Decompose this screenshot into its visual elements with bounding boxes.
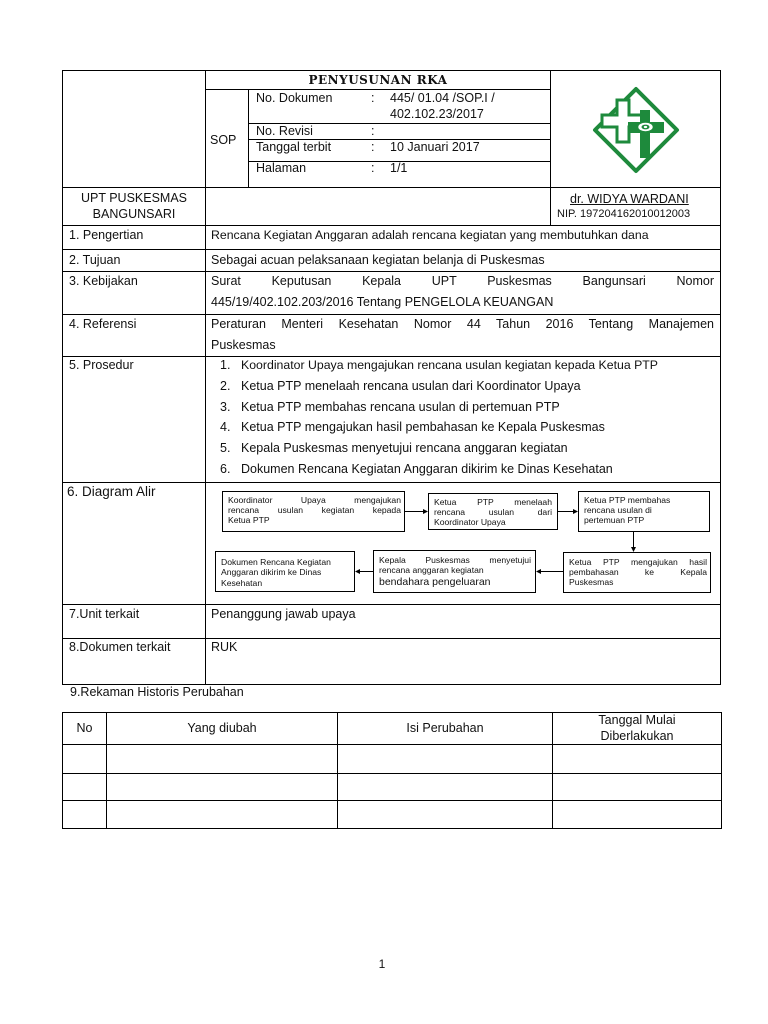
column-header-tanggal-line2: Diberlakukan bbox=[600, 729, 674, 743]
signatory-name: dr. WIDYA WARDANI bbox=[570, 192, 689, 206]
flow-box-5-line2: rencana anggaran kegiatan bbox=[379, 565, 484, 575]
page-number: 1 bbox=[378, 957, 386, 971]
list-item: Ketua PTP membahas rencana usulan di pertemuan PTP bbox=[241, 400, 560, 414]
org-name-line2: BANGUNSARI bbox=[92, 207, 176, 221]
list-item-number: 6. bbox=[220, 462, 231, 476]
meta-value: 1/1 bbox=[390, 161, 408, 175]
flow-box-6-line2: Anggaran dikirim ke Dinas bbox=[221, 567, 322, 577]
meta-separator: : bbox=[371, 161, 375, 175]
kebijakan-line2: 445/19/402.102.203/2016 Tentang PENGELOLA KEUANGAN bbox=[211, 295, 554, 309]
section-label-dokumen-terkait: 8.Dokumen terkait bbox=[69, 640, 171, 654]
flow-box-6-line3: Kesehatan bbox=[221, 578, 263, 588]
flow-box-2-line1: Ketua PTP menelaah bbox=[434, 497, 552, 507]
list-item-number: 3. bbox=[220, 400, 231, 414]
flow-box-5-line1: Kepala Puskesmas menyetujui bbox=[379, 555, 531, 565]
flow-box-5-line3: bendahara pengeluaran bbox=[379, 576, 491, 588]
list-item-number: 1. bbox=[220, 358, 231, 372]
flow-box-1-line2: rencana usulan kegiatan kepada bbox=[228, 505, 401, 515]
list-item: Dokumen Rencana Kegiatan Anggaran dikirim ke Dinas Kesehatan bbox=[241, 462, 613, 476]
flow-arrowhead bbox=[631, 547, 636, 552]
flow-box-3-line2: rencana usulan di bbox=[584, 505, 652, 515]
flow-box-1-line3: Ketua PTP bbox=[228, 515, 270, 525]
meta-value: 445/ 01.04 /SOP.I / bbox=[390, 91, 495, 105]
flow-box-4-line3: Puskesmas bbox=[569, 577, 614, 587]
meta-label: Halaman bbox=[256, 161, 307, 175]
flow-arrowhead bbox=[536, 569, 541, 574]
list-item: Kepala Puskesmas menyetujui rencana anggaran kegiatan bbox=[241, 441, 568, 455]
list-item-number: 4. bbox=[220, 420, 231, 434]
referensi-line2: Puskesmas bbox=[211, 338, 276, 352]
list-item: Ketua PTP menelaah rencana usulan dari Koordinator Upaya bbox=[241, 379, 581, 393]
meta-value: 10 Januari 2017 bbox=[390, 140, 480, 154]
section-label-kebijakan: 3. Kebijakan bbox=[69, 274, 138, 288]
list-item-number: 5. bbox=[220, 441, 231, 455]
flow-box-6-line1: Dokumen Rencana Kegiatan bbox=[221, 557, 331, 567]
flow-box-3-line3: pertemuan PTP bbox=[584, 515, 645, 525]
section-label-pengertian: 1. Pengertian bbox=[69, 228, 144, 242]
tujuan-text: Sebagai acuan pelaksanaan kegiatan belanja di Puskesmas bbox=[211, 253, 545, 267]
flow-arrowhead bbox=[573, 509, 578, 514]
flow-arrowhead bbox=[423, 509, 428, 514]
column-header-tanggal-line1: Tanggal Mulai bbox=[598, 713, 676, 727]
flow-arrowhead bbox=[355, 569, 360, 574]
column-header-isi-perubahan: Isi Perubahan bbox=[406, 721, 484, 735]
sop-label: SOP bbox=[210, 133, 237, 147]
pengertian-text: Rencana Kegiatan Anggaran adalah rencana kegiatan yang membutuhkan dana bbox=[211, 228, 649, 242]
signatory-nip: NIP. 197204162010012003 bbox=[557, 208, 691, 220]
meta-label: No. Dokumen bbox=[256, 91, 333, 105]
unit-terkait-text: Penanggung jawab upaya bbox=[211, 607, 356, 621]
document-title: PENYUSUNAN RKA bbox=[308, 73, 448, 87]
flow-box-2-line2: rencana usulan dari bbox=[434, 507, 552, 517]
dokumen-terkait-text: RUK bbox=[211, 640, 238, 654]
column-header-no: No bbox=[76, 721, 93, 735]
flow-box-3-line1: Ketua PTP membahas bbox=[584, 495, 671, 505]
meta-separator: : bbox=[371, 140, 375, 154]
meta-separator: : bbox=[371, 124, 375, 138]
list-item: Koordinator Upaya mengajukan rencana usulan kegiatan kepada Ketua PTP bbox=[241, 358, 659, 372]
meta-label: No. Revisi bbox=[256, 124, 313, 138]
referensi-line1: Peraturan Menteri Kesehatan Nomor 44 Tahun 2016 Tentang Manajemen bbox=[211, 317, 714, 331]
list-item: Ketua PTP mengajukan hasil pembahasan ke Kepala Puskesmas bbox=[241, 420, 605, 434]
section-label-diagram: 6. Diagram Alir bbox=[67, 484, 156, 499]
history-title: 9.Rekaman Historis Perubahan bbox=[70, 685, 244, 699]
list-item-number: 2. bbox=[220, 379, 231, 393]
meta-label: Tanggal terbit bbox=[256, 140, 332, 154]
flow-box-2-line3: Koordinator Upaya bbox=[434, 517, 506, 527]
kebijakan-line1: Surat Keputusan Kepala UPT Puskesmas Bangunsari Nomor bbox=[211, 274, 714, 288]
meta-value: 402.102.23/2017 bbox=[390, 107, 484, 121]
flow-box-4-line1: Ketua PTP mengajukan hasil bbox=[569, 557, 707, 567]
flow-box-1-line1: Koordinator Upaya mengajukan bbox=[228, 495, 401, 505]
table-row bbox=[63, 745, 721, 773]
table-row bbox=[63, 774, 721, 800]
table-row bbox=[63, 801, 721, 828]
section-label-prosedur: 5. Prosedur bbox=[69, 358, 134, 372]
flow-box-4-line2: pembahasan ke Kepala bbox=[569, 567, 707, 577]
column-header-yang-diubah: Yang diubah bbox=[187, 721, 257, 735]
org-name-line1: UPT PUSKESMAS bbox=[80, 191, 188, 205]
meta-separator: : bbox=[371, 91, 375, 105]
section-label-referensi: 4. Referensi bbox=[69, 317, 137, 331]
section-label-unit-terkait: 7.Unit terkait bbox=[69, 607, 140, 621]
section-label-tujuan: 2. Tujuan bbox=[69, 253, 121, 267]
